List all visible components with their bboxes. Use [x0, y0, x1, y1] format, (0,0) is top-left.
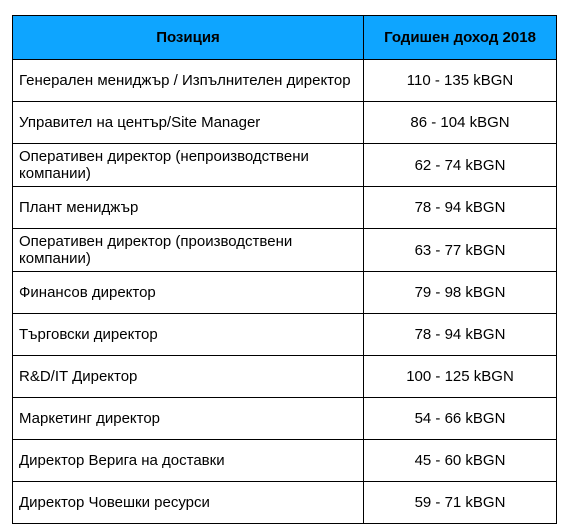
table-row — [13, 398, 557, 440]
income-cell: 45 - 60 kBGN — [364, 440, 557, 482]
position-cell: Маркетинг директор — [13, 398, 364, 440]
income-cell: 78 - 94 kBGN — [364, 187, 557, 229]
income-cell: 110 - 135 kBGN — [364, 60, 557, 102]
table-row — [13, 102, 557, 144]
table-row — [13, 440, 557, 482]
table-row — [13, 482, 557, 524]
header-position: Позиция — [13, 16, 364, 60]
table-row — [13, 356, 557, 398]
income-cell: 86 - 104 kBGN — [364, 102, 557, 144]
income-cell: 63 - 77 kBGN — [364, 229, 557, 272]
table-row — [13, 314, 557, 356]
position-cell: Директор Човешки ресурси — [13, 482, 364, 524]
income-cell: 79 - 98 kBGN — [364, 272, 557, 314]
position-cell: Плант мениджър — [13, 187, 364, 229]
position-cell: Търговски директор — [13, 314, 364, 356]
position-cell: Управител на център/Site Manager — [13, 102, 364, 144]
salary-table-container — [12, 15, 557, 524]
header-income: Годишен доход 2018 — [364, 16, 557, 60]
income-cell: 62 - 74 kBGN — [364, 144, 557, 187]
table-row — [13, 60, 557, 102]
position-cell: Генерален мениджър / Изпълнителен директор — [13, 60, 364, 102]
table-header — [13, 16, 557, 60]
position-cell: Директор Верига на доставки — [13, 440, 364, 482]
header-row — [13, 16, 557, 60]
position-cell: Финансов директор — [13, 272, 364, 314]
table-body — [13, 60, 557, 524]
income-cell: 78 - 94 kBGN — [364, 314, 557, 356]
table-row — [13, 229, 557, 272]
table-row — [13, 187, 557, 229]
salary-table — [12, 15, 557, 524]
table-row — [13, 144, 557, 187]
position-cell: R&D/IT Директор — [13, 356, 364, 398]
income-cell: 100 - 125 kBGN — [364, 356, 557, 398]
income-cell: 59 - 71 kBGN — [364, 482, 557, 524]
position-cell: Оперативен директор (непроизводствени компании) — [13, 144, 364, 187]
income-cell: 54 - 66 kBGN — [364, 398, 557, 440]
table-row — [13, 272, 557, 314]
position-cell: Оперативен директор (производствени компании) — [13, 229, 364, 272]
